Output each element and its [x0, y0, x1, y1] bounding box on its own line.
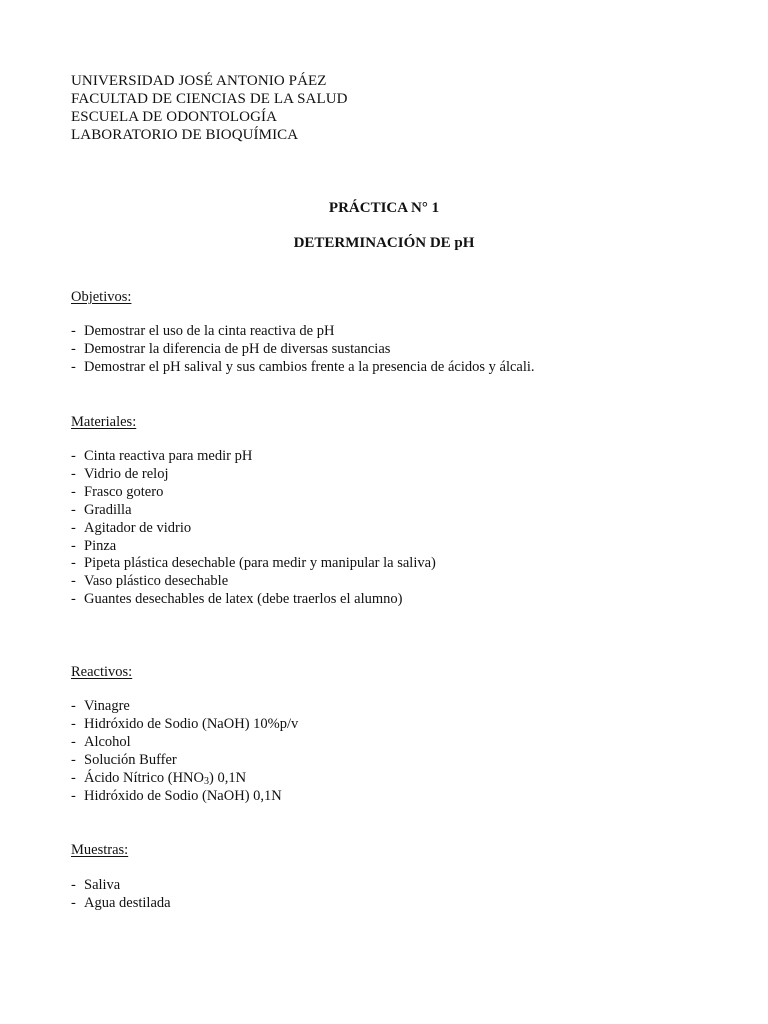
- institution-header: [71, 72, 348, 144]
- bullet-dash: -: [71, 340, 76, 357]
- objetivo-text: Demostrar el uso de la cinta reactiva de pH: [84, 323, 335, 339]
- list-item: [71, 448, 436, 466]
- material-text: Pinza: [84, 537, 117, 554]
- bullet-dash: -: [71, 877, 76, 893]
- material-text: Frasco gotero: [84, 483, 164, 500]
- reactivo-text: Hidróxido de Sodio (NaOH) 0,1N: [84, 787, 282, 804]
- bullet-dash: -: [71, 465, 76, 482]
- list-item: [71, 520, 436, 538]
- material-text: Vaso plástico desechable: [84, 573, 229, 590]
- list-item: [71, 466, 436, 484]
- bullet-dash: -: [71, 715, 76, 732]
- list-item: [71, 716, 298, 734]
- practice-title: PRÁCTICA N° 1: [328, 200, 440, 216]
- material-text: Gradilla: [84, 501, 132, 518]
- bullet-dash: -: [71, 894, 76, 911]
- university-name: UNIVERSIDAD JOSÉ ANTONIO PÁEZ: [71, 73, 327, 89]
- bullet-dash: -: [71, 519, 76, 536]
- reactivo-text: Hidróxido de Sodio (NaOH) 10%p/v: [84, 715, 299, 732]
- list-item: [71, 359, 535, 377]
- materiales-heading: Materiales:: [71, 414, 137, 430]
- subscript-three: 3: [204, 775, 210, 787]
- material-text: Vidrio de reloj: [84, 465, 169, 482]
- material-text: Cinta reactiva para medir pH: [84, 448, 253, 464]
- list-item: [71, 538, 436, 556]
- bullet-dash: -: [71, 591, 76, 608]
- muestra-text: Saliva: [84, 877, 121, 893]
- list-item: [71, 734, 298, 752]
- list-item: [71, 698, 298, 716]
- practice-subtitle: DETERMINACIÓN DE pH: [293, 235, 475, 251]
- acido-nitrico-concentration: ) 0,1N: [209, 769, 247, 786]
- list-item: [71, 323, 535, 341]
- objetivo-text: Demostrar la diferencia de pH de diversas sustancias: [84, 340, 391, 357]
- reactivo-text: Alcohol: [84, 733, 131, 750]
- objetivos-list: [71, 323, 535, 377]
- faculty-name: FACULTAD DE CIENCIAS DE LA SALUD: [71, 91, 348, 107]
- bullet-dash: -: [71, 787, 76, 804]
- list-item: [71, 770, 298, 788]
- bullet-dash: -: [71, 358, 76, 375]
- bullet-dash: -: [71, 751, 76, 768]
- material-text: Pipeta plástica desechable (para medir y manipular la saliva): [84, 555, 436, 572]
- bullet-dash: -: [71, 323, 76, 339]
- reactivo-text: Vinagre: [84, 698, 130, 714]
- objetivos-heading: Objetivos:: [71, 289, 132, 305]
- list-item: [71, 484, 436, 502]
- list-item: [71, 877, 171, 895]
- school-name: ESCUELA DE ODONTOLOGÍA: [71, 109, 278, 125]
- bullet-dash: -: [71, 448, 76, 464]
- objetivo-text: Demostrar el pH salival y sus cambios frente a la presencia de ácidos y álcali.: [84, 358, 535, 375]
- bullet-dash: -: [71, 698, 76, 714]
- list-item: [71, 502, 436, 520]
- muestras-list: [71, 877, 171, 913]
- bullet-dash: -: [71, 769, 76, 786]
- material-text: Agitador de vidrio: [84, 519, 192, 536]
- bullet-dash: -: [71, 573, 76, 590]
- list-item: [71, 788, 298, 806]
- bullet-dash: -: [71, 501, 76, 518]
- materiales-list: [71, 448, 436, 609]
- list-item: [71, 555, 436, 573]
- bullet-dash: -: [71, 733, 76, 750]
- list-item: [71, 341, 535, 359]
- bullet-dash: -: [71, 483, 76, 500]
- list-item: [71, 752, 298, 770]
- bullet-dash: -: [71, 537, 76, 554]
- laboratory-name: LABORATORIO DE BIOQUÍMICA: [71, 127, 299, 143]
- reactivo-acido-nitrico: [84, 770, 246, 786]
- bullet-dash: -: [71, 555, 76, 572]
- acido-nitrico-text: Ácido Nítrico (HNO: [84, 769, 205, 786]
- reactivos-list: [71, 698, 298, 805]
- reactivos-heading: Reactivos:: [71, 664, 133, 680]
- muestra-text: Agua destilada: [84, 894, 171, 911]
- list-item: [71, 573, 436, 591]
- material-text: Guantes desechables de latex (debe traerlos el alumno): [84, 591, 403, 608]
- list-item: [71, 591, 436, 609]
- reactivo-text: Solución Buffer: [84, 751, 177, 768]
- muestras-heading: Muestras:: [71, 842, 129, 858]
- list-item: [71, 895, 171, 913]
